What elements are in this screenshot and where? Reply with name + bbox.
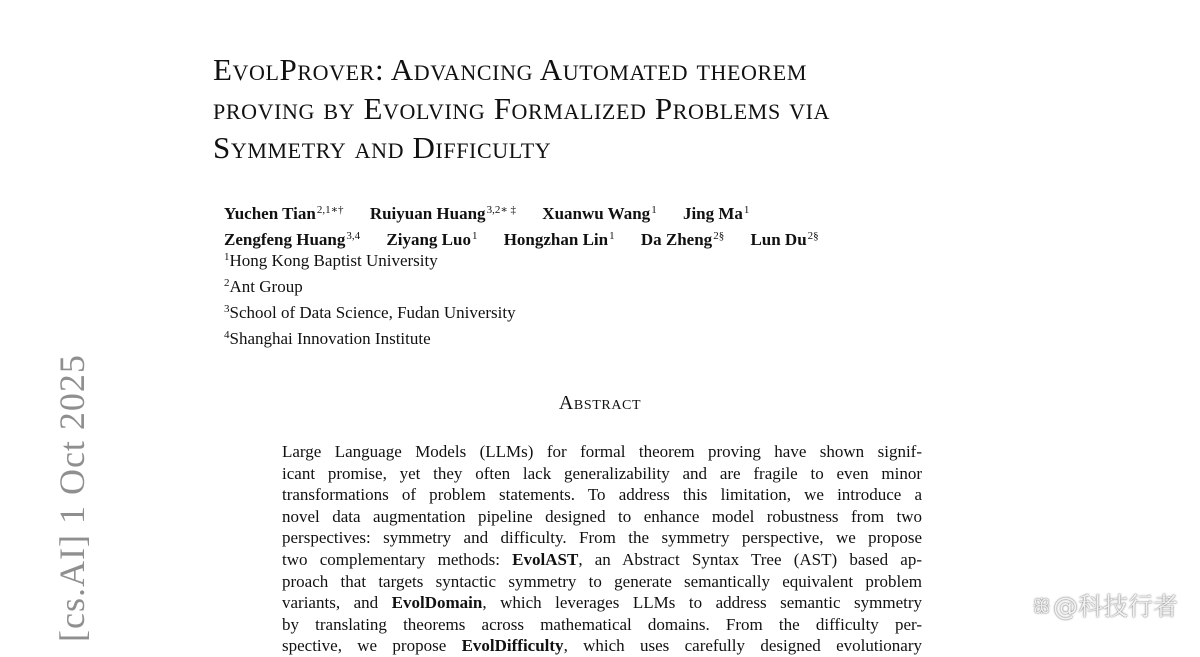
author: Zengfeng Huang$^{3,4}$ (224, 230, 361, 249)
abstract-body (282, 441, 922, 657)
author: Yuchen Tian$^{2,1∗\dagger}$ (224, 204, 344, 223)
arxiv-identifier-stamp: [cs.AI] 1 Oct 2025 (52, 354, 92, 642)
abstract-line: Large Language Models (LLMs) for formal theorem proving have shown signif- (282, 442, 922, 461)
method-name: EvolDifficulty (461, 636, 564, 656)
abstract-line: novel data augmentation pipeline designed to enhance model robustness from two (282, 506, 922, 526)
author-list (224, 199, 984, 251)
abstract-line: two complementary methods: EvolAST, an Abstract Syntax Tree (AST) based ap- (282, 549, 922, 569)
title-line: Symmetry and Difficulty (213, 130, 552, 165)
watermark: ꕥ@科技行者 (1032, 592, 1178, 621)
author: Lun $Du^{2\S}$ (750, 230, 819, 249)
abstract-line: icant promise, yet they often lack generalizability and are fragile to even minor (282, 463, 922, 483)
title-line: EvolProver: Advancing Automated theorem (213, 52, 807, 87)
abstract-line: perspectives: symmetry and difficulty. From the symmetry perspective, we propose (282, 528, 922, 548)
method-name: EvolDomain (391, 593, 483, 613)
affiliation: $^4$Shanghai Innovation Institute (224, 329, 431, 348)
method-name: EvolAST (512, 549, 579, 569)
affiliation: $^2$Ant Group (224, 277, 303, 296)
author: Ziyang Luo$^1$ (386, 230, 478, 249)
author: Jing Ma$^1$ (682, 204, 750, 223)
abstract-line: by translating theorems across mathematical domains. From the difficulty per- (282, 614, 922, 634)
author: Hongzhan Lin$^1$ (503, 230, 615, 249)
abstract-line: spective, we propose EvolDifficulty, which uses carefully designed evolutionary (282, 636, 923, 656)
paw-icon: ꕥ (1032, 594, 1051, 618)
author: Ruiyuan Huang$^{3,2∗ \ddagger}$ (369, 204, 517, 223)
affiliation-list (224, 246, 516, 350)
abstract-heading: Abstract (558, 392, 642, 414)
author-row (224, 199, 984, 225)
affiliation: $^3$School of Data Science, Fudan University (224, 303, 516, 322)
title-line: proving by Evolving Formalized Problems via (213, 91, 831, 126)
author: Da Zheng$^{2\S}$ (640, 230, 725, 249)
abstract-line: variants, and EvolDomain, which leverages LLMs to address semantic symmetry (282, 593, 922, 613)
paper-title (213, 50, 1033, 167)
affiliation: $^1$Hong Kong Baptist University (224, 251, 438, 270)
author: Xuanwu Wang$^1$ (542, 204, 657, 223)
abstract-line: transformations of problem statements. To address this limitation, we introduce a (282, 485, 922, 505)
abstract-line: proach that targets syntactic symmetry to generate semantically equivalent problem (282, 571, 922, 591)
